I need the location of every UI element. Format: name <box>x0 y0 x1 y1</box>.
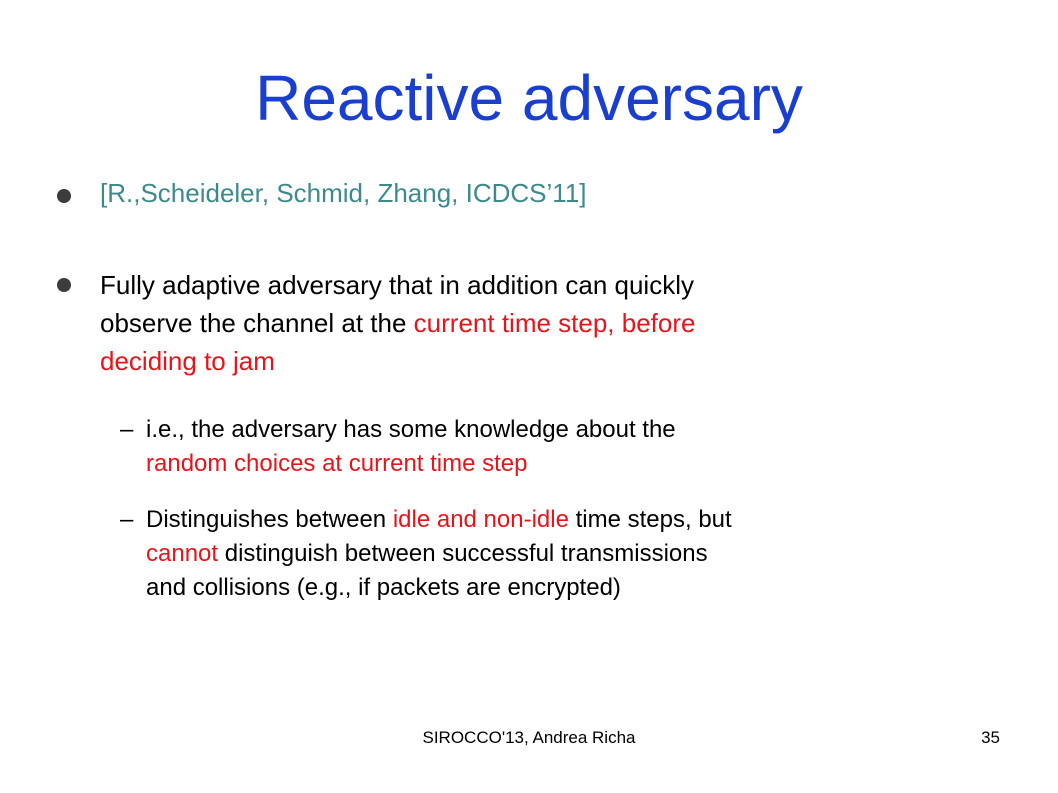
sub-bullet-knowledge <box>146 413 1016 481</box>
bullet-text: i.e., the adversary has some knowledge about the <box>146 416 676 443</box>
slide-title: Reactive adversary <box>255 62 803 134</box>
bullet-line <box>100 342 980 380</box>
sub-bullet-dash: – <box>120 506 134 533</box>
sub-bullet-dash: – <box>120 416 134 443</box>
bullet-line <box>146 413 1016 447</box>
bullet-text: time steps, but <box>568 506 732 533</box>
citation-bullet: [R.,Scheideler, Schmid, Zhang, ICDCS’11] <box>100 178 587 208</box>
bullet-dot-icon <box>57 278 71 292</box>
description-bullet <box>100 266 980 380</box>
bullet-text: observe the channel at the <box>100 308 414 338</box>
highlighted-text: deciding to jam <box>100 346 275 376</box>
bullet-line <box>100 266 980 304</box>
highlighted-text: current time step, before <box>413 308 696 338</box>
bullet-dot-icon <box>57 189 71 203</box>
bullet-line <box>146 503 1016 537</box>
sub-bullet-distinguishes <box>146 503 1016 605</box>
highlighted-text: cannot <box>146 540 219 567</box>
highlighted-text: idle and non-idle <box>392 506 569 533</box>
bullet-line <box>146 571 1016 605</box>
footer-text: SIROCCO'13, Andrea Richa <box>422 728 636 747</box>
bullet-text: and collisions (e.g., if packets are encrypted) <box>146 574 621 601</box>
bullet-text: Fully adaptive adversary that in addition can quickly <box>100 270 694 300</box>
bullet-line <box>146 447 1016 481</box>
bullet-text: distinguish between successful transmissions <box>218 540 708 567</box>
bullet-text: Distinguishes between <box>146 506 393 533</box>
page-number: 35 <box>981 728 1000 747</box>
bullet-line <box>146 537 1016 571</box>
highlighted-text: random choices at current time step <box>146 450 528 477</box>
bullet-line <box>100 304 980 342</box>
